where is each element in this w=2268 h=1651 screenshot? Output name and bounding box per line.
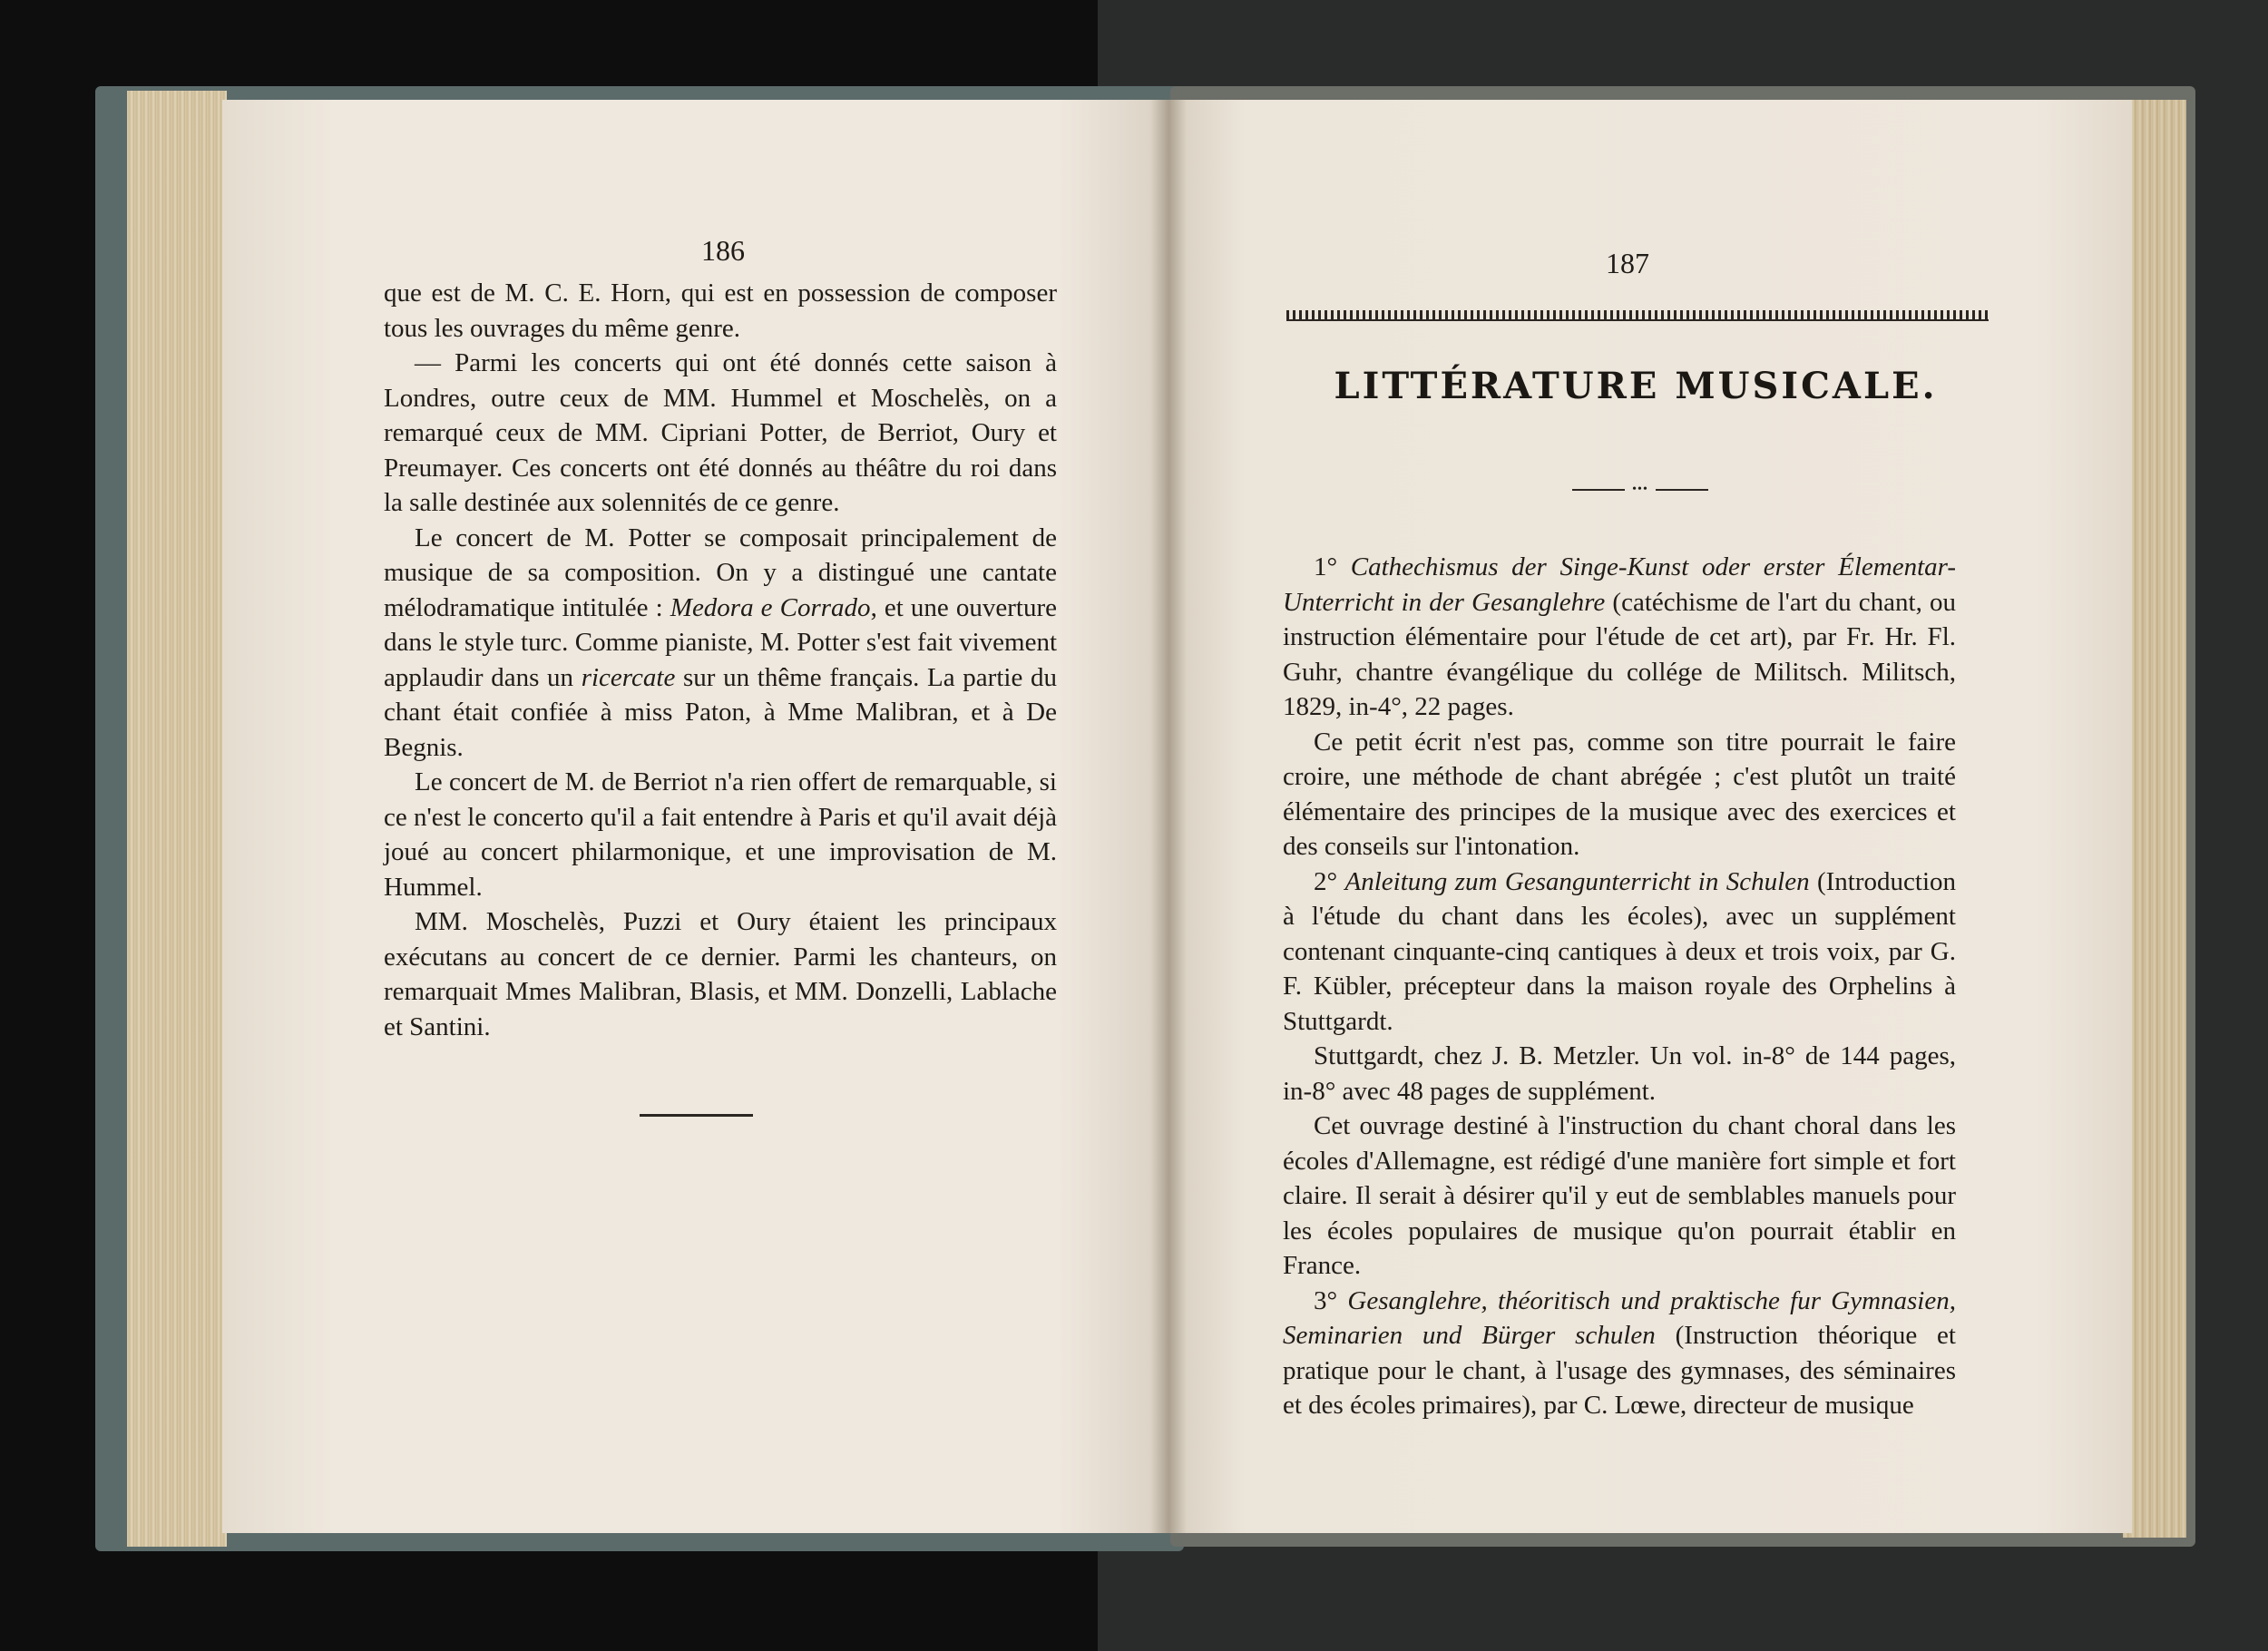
- paragraph: [384, 346, 1057, 521]
- paragraph: [384, 276, 1057, 346]
- text-run: MM. Moschelès, Puzzi et Oury étaient les principaux exécutans au concert de ce dernier. Parmi les chanteurs, on remarquait Mmes Malibran, Blasis, et MM. Donzelli, Lablache et Santini.: [384, 907, 1057, 1041]
- text-run: , et une ouverture dans le style turc. Comme pianiste, M. Potter s'est fait vivement applaudir dans un: [384, 592, 1057, 692]
- text-run: sur un thême français. La partie du chant était confiée à miss Paton, à Mme Malibran, et à De Begnis.: [384, 662, 1057, 762]
- text-run: 1°: [1314, 552, 1351, 581]
- paragraph: [384, 521, 1057, 766]
- italic-title: Anleitung zum Gesangunterricht in Schulen: [1344, 866, 1810, 896]
- paragraph: [1283, 550, 1956, 725]
- page-number-right: 187: [1606, 247, 1649, 279]
- page-number-left: 186: [701, 234, 745, 267]
- text-run: (Introduction à l'étude du chant dans les écoles), avec un supplément contenant cinquante-cinq cantiques à deux et trois voix, par G. F. Kübler, précepteur dans la maison royale des Orphelins à Stuttgardt.: [1283, 866, 1956, 1036]
- text-run: Le concert de M. Potter se composait principalement de musique de sa composition. On y a distingué une cantate mélodramatique intitulée :: [384, 523, 1057, 622]
- text-run: (catéchisme de l'art du chant, ou instruction élémentaire pour l'étude de cet art), par Fr. Hr. Fl. Guhr, chantre évangélique du collége de Militsch. Militsch, 1829, in-4°, 22 pages.: [1283, 587, 1956, 721]
- book-gutter: [1150, 100, 1187, 1533]
- right-page-text: [1283, 550, 1956, 1423]
- text-run: — Parmi les concerts qui ont été donnés cette saison à Londres, outre ceux de MM. Hummel et Moschelès, on a remarqué ceux de MM. Cipriani Potter, de Berriot, Oury et Preumayer. Ces concerts ont été donnés au théâtre du roi dans la salle destinée aux solennités de ce genre.: [384, 348, 1057, 517]
- text-run: Cet ouvrage destiné à l'instruction du chant choral dans les écoles d'Allemagne, est rédigé d'une manière fort simple et fort claire. Il serait à désirer qu'il y eut de semblables manuels pour les écoles populaires de musique qu'on pourrait établir en France.: [1283, 1111, 1956, 1280]
- page-edges-right: [2123, 100, 2186, 1538]
- text-run: que est de M. C. E. Horn, qui est en possession de composer tous les ouvrages du même genre.: [384, 278, 1057, 343]
- paragraph: [1283, 865, 1956, 1040]
- end-rule: [640, 1114, 753, 1117]
- paragraph: [384, 904, 1057, 1044]
- section-title: LITTÉRATURE MUSICALE.: [1334, 365, 1938, 407]
- italic-title: Cathechismus der Singe-Kunst oder erster Élementar-Unterricht in der Gesanglehre: [1283, 552, 1956, 617]
- paragraph: [1283, 1109, 1956, 1284]
- text-run: 2°: [1314, 866, 1345, 896]
- text-run: 3°: [1314, 1285, 1348, 1315]
- paragraph: [384, 765, 1057, 904]
- page-edges-left: [127, 91, 227, 1547]
- left-page: [222, 100, 1170, 1533]
- paragraph: [1283, 725, 1956, 865]
- right-page: [1168, 100, 2132, 1533]
- text-run: Le concert de M. de Berriot n'a rien offert de remarquable, si ce n'est le concerto qu'il a fait entendre à Paris et qu'il avait déjà joué au concert philarmonique, et une improvisation de M. Hummel.: [384, 767, 1057, 902]
- italic-title: Gesanglehre, théoritisch und praktische fur Gymnasien, Seminarien und Bürger schulen: [1283, 1285, 1956, 1350]
- paragraph: [1283, 1039, 1956, 1109]
- text-run: Ce petit écrit n'est pas, comme son titre pourrait le faire croire, une méthode de chant abrégée ; c'est plutôt un traité élémentaire des principes de la musique avec des exercices et des conseils sur l'intonation.: [1283, 727, 1956, 861]
- title-ornament: •••: [1572, 481, 1708, 499]
- left-page-text: [384, 276, 1057, 1044]
- text-run: (Instruction théorique et pratique pour le chant, à l'usage des gymnases, des séminaires et des écoles primaires), par C. Lœwe, directeur de musique: [1283, 1321, 1956, 1420]
- italic-title: Medora e Corrado: [670, 592, 871, 622]
- header-rule: [1286, 310, 1989, 321]
- italic-title: ricercate: [581, 662, 676, 692]
- paragraph: [1283, 1284, 1956, 1423]
- text-run: Stuttgardt, chez J. B. Metzler. Un vol. in-8° de 144 pages, in-8° avec 48 pages de supplément.: [1283, 1041, 1956, 1106]
